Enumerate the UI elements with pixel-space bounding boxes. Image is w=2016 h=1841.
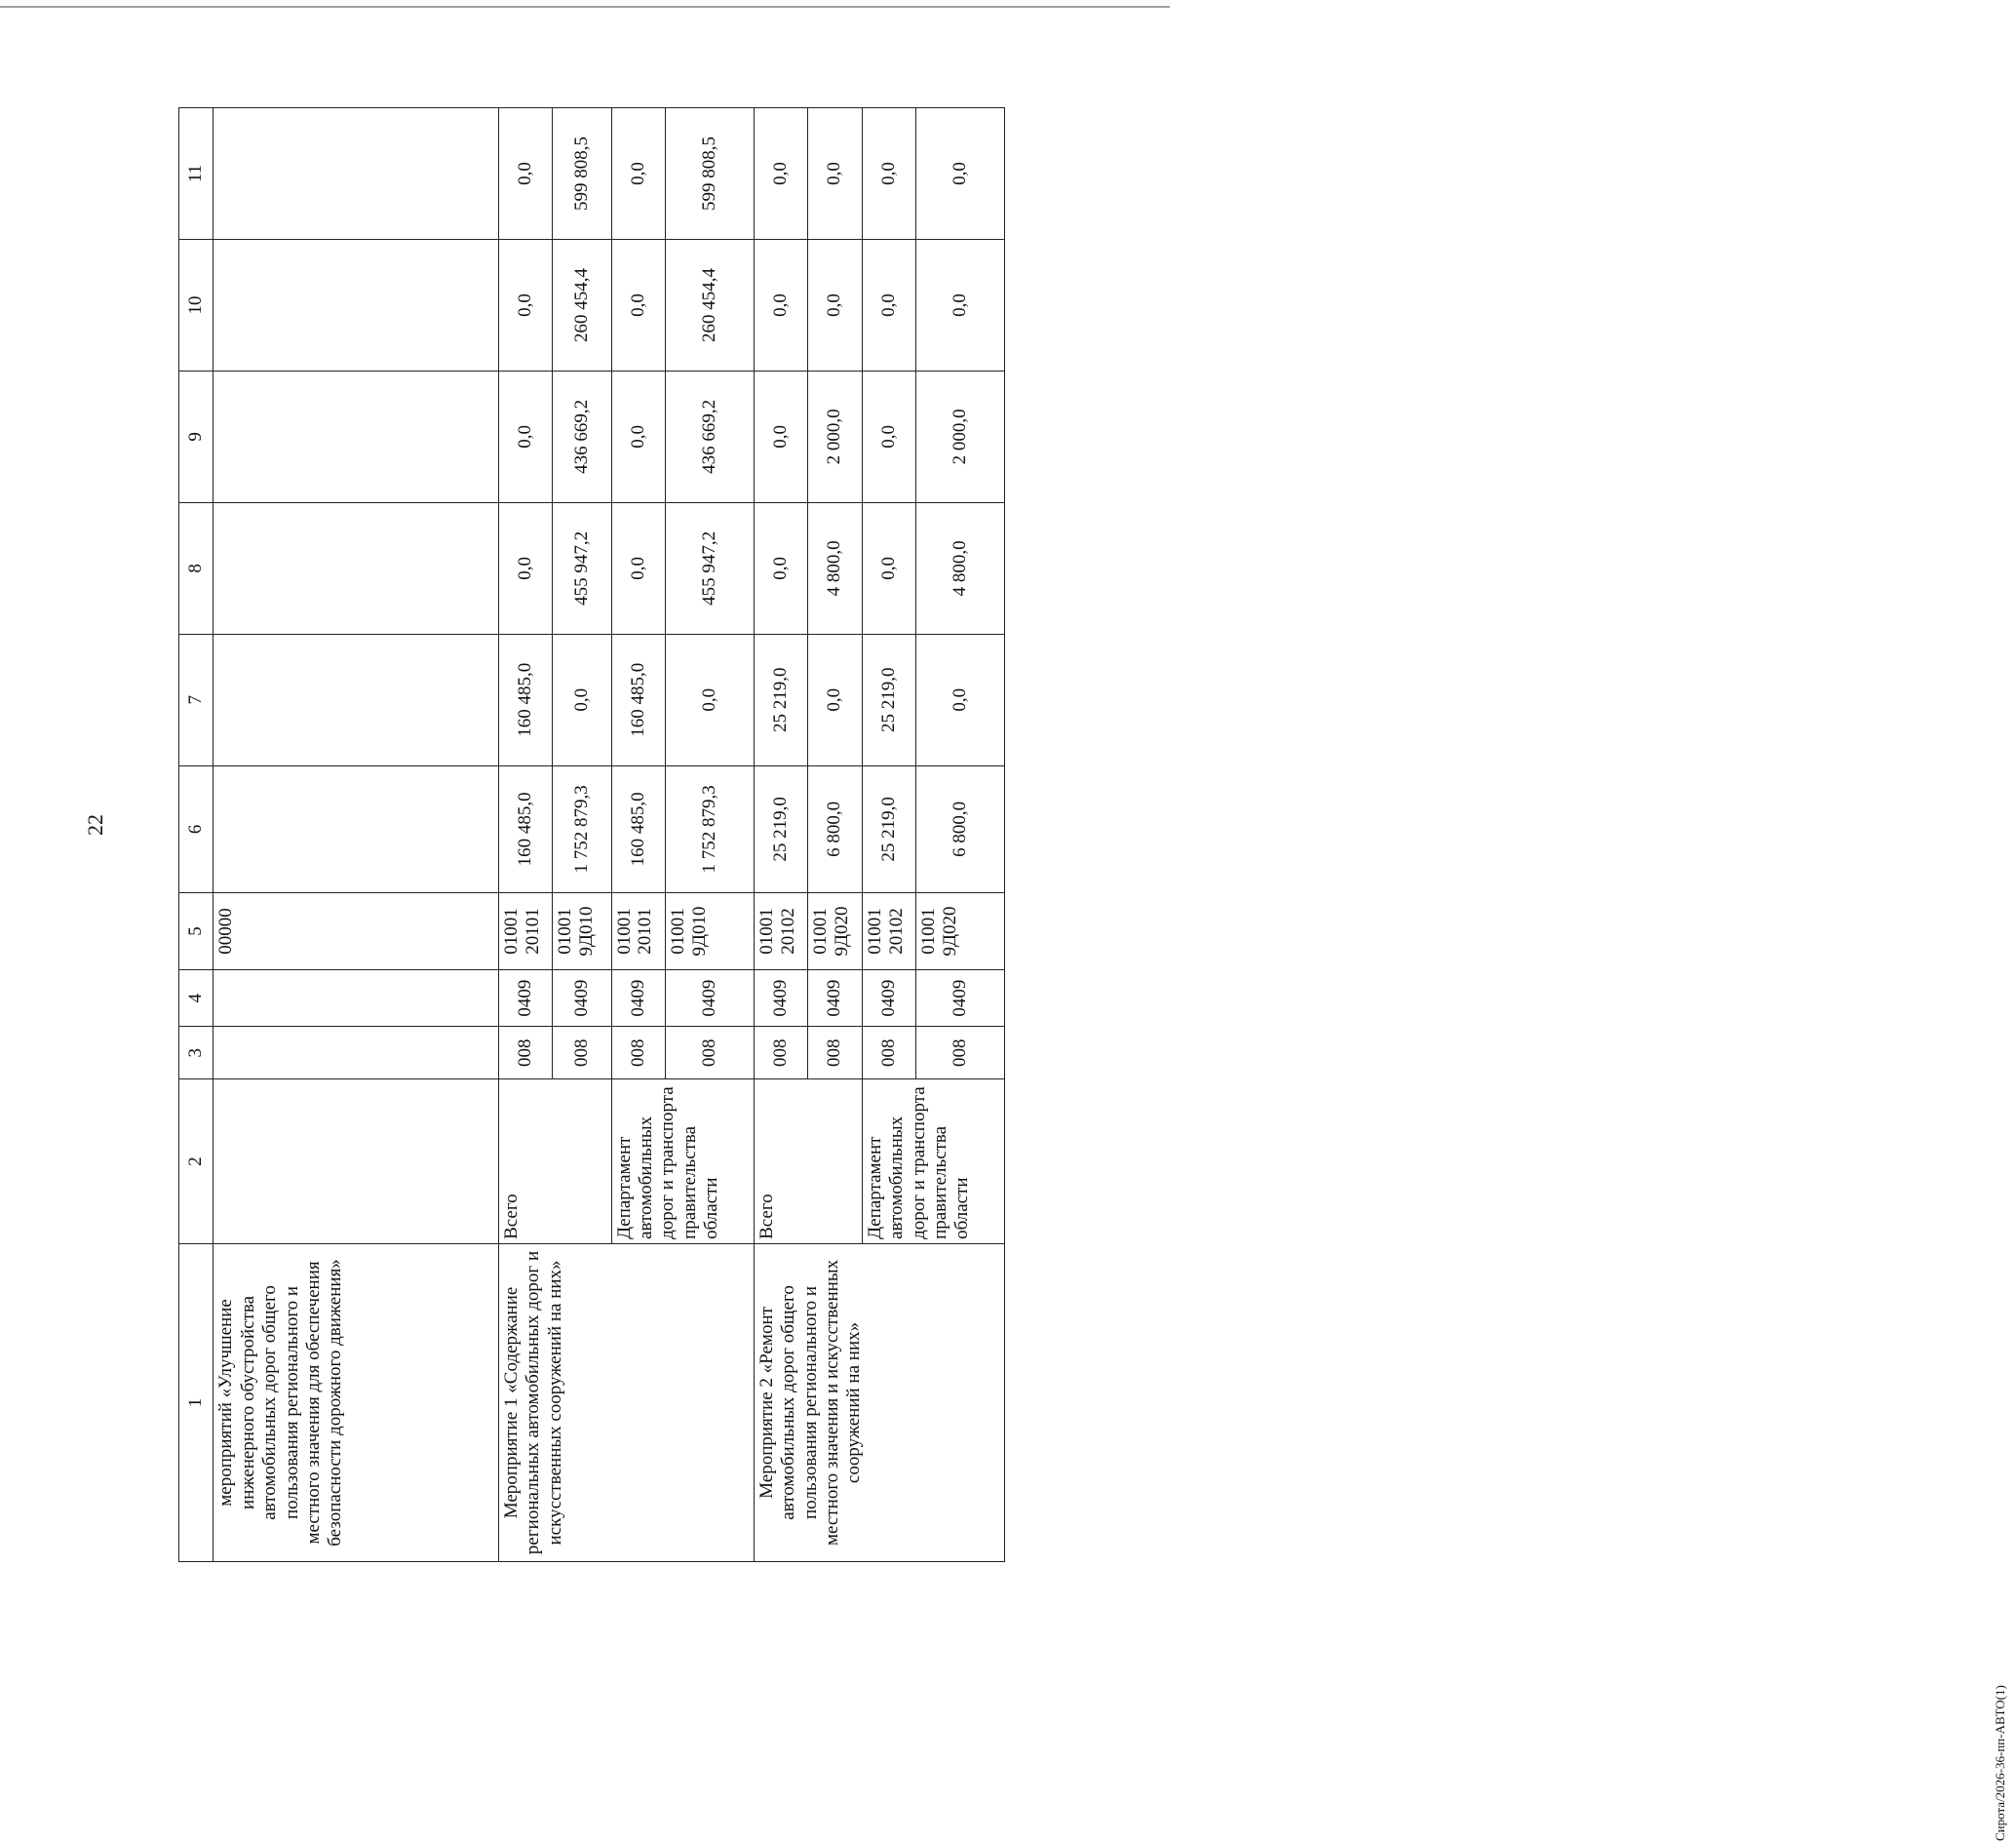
table-cell: 0,0: [498, 371, 552, 502]
budget-table-rotated: [178, 107, 1005, 1562]
table-cell: 008: [498, 1027, 552, 1079]
department-label: Департамент автомобильных дорог и транспорта правительства области: [862, 1079, 1004, 1244]
measure-description: мероприятий «Улучшение инженерного обустройства автомобильных дорог общего пользования регионального и местного значения для обеспечения безопасности дорожного движения»: [213, 1243, 498, 1561]
table-cell: 008: [862, 1027, 915, 1079]
table-cell: 0,0: [498, 240, 552, 372]
table-cell: 4 800,0: [916, 502, 1005, 634]
table-cell: 008: [666, 1027, 755, 1079]
top-border-line: [0, 6, 1170, 8]
table-cell: 0409: [611, 969, 665, 1026]
table-cell: 01001 9Д010: [666, 893, 755, 970]
table-cell: 0409: [754, 969, 807, 1026]
table-cell: 0,0: [754, 371, 807, 502]
table-cell: 0,0: [611, 240, 665, 372]
table-cell: 160 485,0: [611, 634, 665, 765]
table-cell: 0,0: [862, 502, 915, 634]
table-cell: 0,0: [498, 108, 552, 240]
table-cell: 0,0: [553, 634, 612, 765]
table-cell: 260 454,4: [553, 240, 612, 372]
table-cell: 599 808,5: [666, 108, 755, 240]
header-row: [179, 108, 213, 1562]
table-cell: 0,0: [862, 371, 915, 502]
col-header: 1: [179, 1243, 213, 1561]
table-cell: 1 752 879,3: [666, 765, 755, 892]
table-cell: 0409: [862, 969, 915, 1026]
table-cell: 0,0: [611, 502, 665, 634]
table-cell: 0,0: [666, 634, 755, 765]
table-cell: 0,0: [916, 634, 1005, 765]
table-cell: 0,0: [862, 108, 915, 240]
table-cell: 455 947,2: [666, 502, 755, 634]
table-cell: 0,0: [498, 502, 552, 634]
col-header: 10: [179, 240, 213, 372]
table-cell: 6 800,0: [916, 765, 1005, 892]
table-cell: 008: [808, 1027, 862, 1079]
col-header: 9: [179, 371, 213, 502]
table-cell: 0,0: [808, 108, 862, 240]
table-cell: 01001 20101: [498, 893, 552, 970]
table-cell: 0409: [916, 969, 1005, 1026]
table-cell: 160 485,0: [498, 634, 552, 765]
table-cell: 0409: [808, 969, 862, 1026]
table-cell: 25 219,0: [754, 765, 807, 892]
table-cell: 008: [916, 1027, 1005, 1079]
budget-table: [178, 107, 1005, 1562]
table-cell: 01001 9Д020: [808, 893, 862, 970]
table-cell: 0,0: [754, 108, 807, 240]
table-cell: 0409: [498, 969, 552, 1026]
table-cell: 01001 9Д020: [916, 893, 1005, 970]
table-cell: 0,0: [754, 240, 807, 372]
table-cell: 008: [553, 1027, 612, 1079]
table-cell: 25 219,0: [862, 765, 915, 892]
table-cell: 455 947,2: [553, 502, 612, 634]
table-cell: 0,0: [808, 240, 862, 372]
total-label: Всего: [498, 1079, 611, 1244]
col-header: 11: [179, 108, 213, 240]
footer-code: Сирота/2026-36-пп-АВТО(1): [1993, 1685, 2007, 1841]
table-cell: 0,0: [808, 634, 862, 765]
table-cell: 436 669,2: [666, 371, 755, 502]
table-cell: 0409: [666, 969, 755, 1026]
col-header: 5: [179, 893, 213, 970]
table-cell: 2 000,0: [916, 371, 1005, 502]
table-cell: 008: [754, 1027, 807, 1079]
table-cell: 0,0: [754, 502, 807, 634]
table-cell: 0,0: [916, 108, 1005, 240]
measure-title: Мероприятие 2 «Ремонт автомобильных дорог общего пользования регионального и местного значения и искусственных сооружений на них»: [754, 1243, 1004, 1561]
table-cell: 25 219,0: [862, 634, 915, 765]
table-cell: 160 485,0: [498, 765, 552, 892]
code-cell: 00000: [213, 893, 498, 970]
col-header: 2: [179, 1079, 213, 1244]
col-header: 8: [179, 502, 213, 634]
table-cell: 260 454,4: [666, 240, 755, 372]
table-cell: 2 000,0: [808, 371, 862, 502]
col-header: 3: [179, 1027, 213, 1079]
table-cell: 6 800,0: [808, 765, 862, 892]
table-cell: 160 485,0: [611, 765, 665, 892]
col-header: 4: [179, 969, 213, 1026]
department-label: Департамент автомобильных дорог и транспорта правительства области: [611, 1079, 754, 1244]
table-cell: 01001 20101: [611, 893, 665, 970]
table-cell: 01001 9Д010: [553, 893, 612, 970]
table-cell: 008: [611, 1027, 665, 1079]
table-cell: 599 808,5: [553, 108, 612, 240]
table-cell: 0409: [553, 969, 612, 1026]
table-cell: 0,0: [611, 371, 665, 502]
table-row: [213, 108, 498, 1562]
table-row: [754, 108, 807, 1562]
table-cell: 25 219,0: [754, 634, 807, 765]
table-cell: 01001 20102: [862, 893, 915, 970]
table-cell: 0,0: [611, 108, 665, 240]
table-cell: 4 800,0: [808, 502, 862, 634]
page-number: 22: [83, 814, 107, 836]
total-label: Всего: [754, 1079, 862, 1244]
table-row: [498, 108, 552, 1562]
table-cell: 436 669,2: [553, 371, 612, 502]
col-header: 6: [179, 765, 213, 892]
measure-title: Мероприятие 1 «Содержание региональных автомобильных дорог и искусственных сооружений на них»: [498, 1243, 754, 1561]
table-cell: 01001 20102: [754, 893, 807, 970]
table-cell: 0,0: [916, 240, 1005, 372]
table-cell: 0,0: [862, 240, 915, 372]
table-cell: 1 752 879,3: [553, 765, 612, 892]
col-header: 7: [179, 634, 213, 765]
